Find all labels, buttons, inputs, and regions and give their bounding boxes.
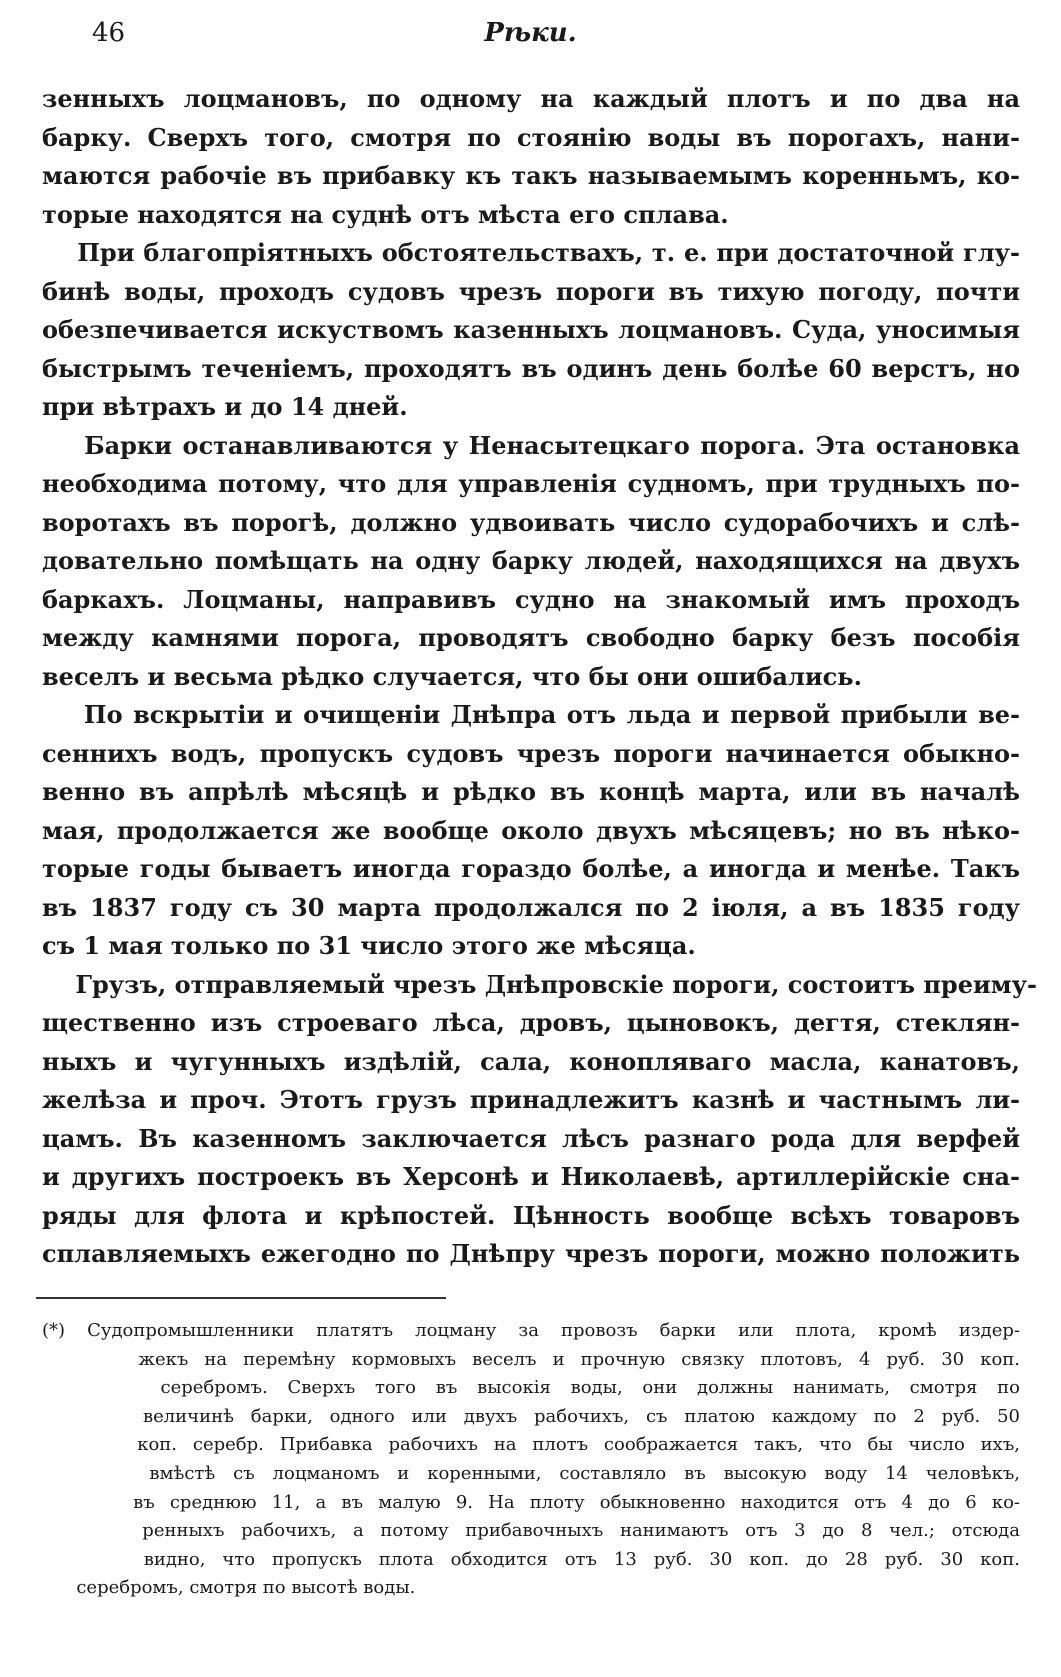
body-line: сеннихъ водъ, пропускъ судовъ чрезъ пороги начинается обыкно- — [42, 738, 1020, 768]
body-line: съ 1 мая только по 31 число этого же мѣсяца. — [42, 931, 696, 960]
body-line: маются рабочіе въ прибавку къ такъ называемымъ коренньмъ, ко- — [42, 161, 1020, 190]
footnote — [42, 1317, 1020, 1603]
body-line: торые годы бываетъ иногда гораздо болѣе, а иногда и менѣе. Такъ — [42, 854, 1020, 883]
body-line: и другихъ построекъ въ Херсонѣ и Николаевѣ, артиллерійскіе сна- — [42, 1162, 1020, 1191]
body-line: Барки останавливаются у Ненасытецкаго порога. Эта остановка — [42, 430, 1020, 460]
footnote-divider — [36, 1297, 446, 1299]
running-title: Рѣки. — [484, 18, 577, 48]
footnote-line: ренныхъ рабочихъ, а потому прибавочныхъ нанимаютъ отъ 3 до 8 чел.; отсюда — [42, 1520, 1020, 1542]
body-line: Грузъ, отправляемый чрезъ Днѣпровскіе пороги, состоитъ преиму- — [42, 969, 1037, 999]
body-line: щественно изъ строеваго лѣса, дровъ, цыновокъ, дегтя, стеклян- — [42, 1008, 1020, 1037]
body-line: цамъ. Въ казенномъ заключается лѣсъ разнаго рода для верфей — [42, 1123, 1020, 1153]
body-line: При благопріятныхъ обстоятельствахъ, т. е. при достаточной глу- — [42, 238, 1020, 267]
body-line: барку. Сверхъ того, смотря по стоянію воды въ порогахъ, нани- — [42, 122, 1020, 152]
footnote-line: серебромъ. Сверхъ того въ высокія воды, они должны нанимать, смотря по — [42, 1377, 1020, 1399]
body-line: между камнями порога, проводятъ свободно барку безъ пособія — [42, 623, 1020, 652]
body-line: довательно помѣщать на одну барку людей, находящихся на двухъ — [42, 546, 1020, 575]
footnote-line: величинѣ барки, одного или двухъ рабочихъ, съ платою каждому по 2 руб. 50 — [42, 1405, 1020, 1427]
body-line: баркахъ. Лоцманы, направивъ судно на знакомый имъ проходъ — [42, 584, 1020, 614]
body-line: желѣза и проч. Этотъ грузъ принадлежитъ казнѣ и частнымъ ли- — [42, 1085, 1020, 1114]
body-line: ныхъ и чугунныхъ издѣлій, сала, конопляваго масла, канатовъ, — [42, 1046, 1020, 1076]
body-line: бинѣ воды, проходъ судовъ чрезъ пороги въ тихую погоду, почти — [42, 276, 1020, 306]
body-line: веселъ и весьма рѣдко случается, что бы они ошибались. — [42, 661, 862, 691]
footnote-line: (*) Судопромышленники платятъ лоцману за провозъ барки или плота, кромѣ издер- — [42, 1320, 1020, 1341]
page-number: 46 — [92, 18, 126, 48]
body-line: обезпечивается искуствомъ казенныхъ лоцмановъ. Суда, уносимыя — [42, 315, 1020, 344]
body-line: мая, продолжается же вообще около двухъ мѣсяцевъ; но въ нѣко- — [42, 815, 1020, 845]
footnote-line: коп. серебр. Прибавка рабочихъ на плотъ соображается такъ, что бы число ихъ, — [42, 1434, 1020, 1456]
body-line: быстрымъ теченіемъ, проходятъ въ одинъ день болѣе 60 верстъ, но — [42, 353, 1020, 383]
footnote-line: жекъ на перемѣну кормовыхъ веселъ и прочную связку плотовъ, 4 руб. 30 коп. — [42, 1348, 1020, 1370]
body-line: ряды для флота и крѣпостей. Цѣнность вообще всѣхъ товаровъ — [42, 1200, 1020, 1230]
body-line: сплавляемыхъ ежегодно по Днѣпру чрезъ пороги, можно положить — [42, 1239, 1020, 1268]
body-line: торые находятся на суднѣ отъ мѣста его сплава. — [42, 199, 729, 229]
body-line: воротахъ въ порогѣ, должно удвоивать число судорабочихъ и слѣ- — [42, 507, 1020, 537]
footnote-line: вмѣстѣ съ лоцманомъ и коренными, составляло въ высокую воду 14 человѣкъ, — [42, 1462, 1020, 1484]
body-line: зенныхъ лоцмановъ, по одному на каждый плотъ и по два на — [42, 84, 1020, 113]
body-text — [42, 80, 1037, 1274]
footnote-line: въ среднюю 11, а въ малую 9. На плоту обыкновенно находится отъ 4 до 6 ко- — [42, 1491, 1020, 1513]
body-line: По вскрытіи и очищеніи Днѣпра отъ льда и первой прибыли ве- — [42, 700, 1020, 729]
body-line: при вѣтрахъ и до 14 дней. — [42, 392, 408, 421]
body-line: въ 1837 году съ 30 марта продолжался по 2 іюля, а въ 1835 году — [42, 892, 1020, 922]
body-line: необходима потому, что для управленія судномъ, при трудныхъ по- — [42, 469, 1020, 498]
footnote-line: видно, что пропускъ плота обходится отъ 13 руб. 30 коп. до 28 руб. 30 коп. — [42, 1548, 1020, 1570]
footnote-line: серебромъ, смотря по высотѣ воды. — [42, 1577, 416, 1599]
body-line: венно въ апрѣлѣ мѣсяцѣ и рѣдко въ концѣ марта, или въ началѣ — [42, 777, 1020, 806]
